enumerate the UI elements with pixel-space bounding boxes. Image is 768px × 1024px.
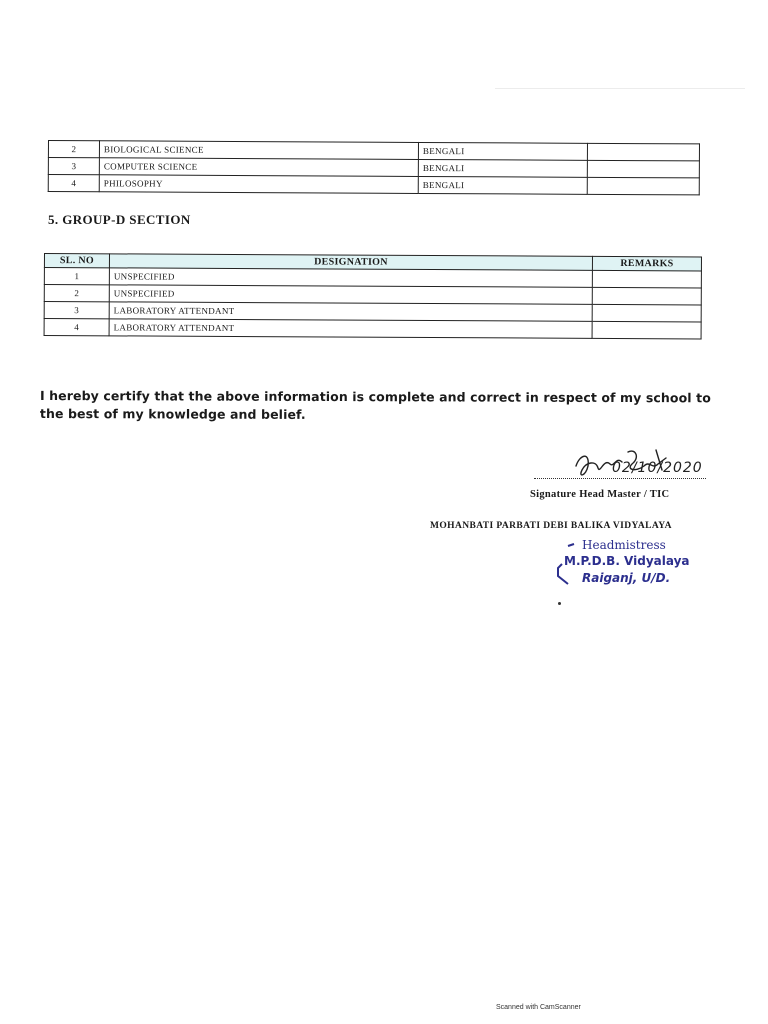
designation-cell: UNSPECIFIED (109, 285, 592, 305)
header-designation: DESIGNATION (109, 254, 592, 271)
group-d-row-number: 4 (44, 319, 109, 336)
signature-caption: Signature Head Master / TIC (530, 489, 670, 500)
subject-remarks-cell (587, 160, 699, 178)
subjects-table (48, 140, 700, 195)
scan-artifact-dot (558, 602, 561, 605)
subject-medium-cell: BENGALI (418, 142, 587, 160)
subject-row-number: 4 (48, 175, 99, 192)
remarks-cell (592, 287, 701, 305)
school-name: MOHANBATI PARBATI DEBI BALIKA VIDYALAYA (430, 521, 672, 531)
remarks-cell (592, 321, 701, 339)
group-d-row-number: 1 (44, 268, 109, 285)
group-d-section-title: 5. GROUP-D SECTION (48, 212, 191, 227)
designation-cell: UNSPECIFIED (109, 268, 592, 288)
group-d-row (44, 319, 701, 339)
designation-cell: LABORATORY ATTENDANT (109, 319, 592, 339)
subject-medium-cell: BENGALI (418, 159, 587, 177)
remarks-cell (592, 304, 701, 322)
scan-artifact-line (495, 88, 745, 89)
signature-dotted-line (534, 478, 706, 479)
subject-name-cell: COMPUTER SCIENCE (99, 158, 418, 177)
subject-row-number: 2 (48, 141, 99, 158)
stamp-line-institution: M.P.D.B. Vidyalaya (564, 554, 690, 568)
signature-date: 02/10/2020 (612, 460, 703, 476)
subject-name-cell: PHILOSOPHY (99, 175, 418, 194)
group-d-table (44, 253, 702, 339)
scanner-watermark: Scanned with CamScanner (496, 1004, 581, 1011)
subject-remarks-cell (587, 177, 699, 195)
subject-medium-cell: BENGALI (418, 176, 587, 194)
certification-statement: I hereby certify that the above information is complete and correct in respect of my school to the best of my knowledge and belief. (39, 388, 711, 422)
stamp-line-location: Raiganj, U/D. (582, 571, 671, 585)
subject-remarks-cell (587, 143, 699, 161)
group-d-row-number: 2 (44, 285, 109, 302)
subject-name-cell: BIOLOGICAL SCIENCE (99, 141, 418, 160)
header-remarks: REMARKS (592, 256, 701, 271)
header-sl-no: SL. NO (44, 254, 109, 268)
remarks-cell (592, 270, 701, 288)
group-d-row-number: 3 (44, 302, 109, 319)
subject-row (48, 175, 699, 195)
subject-row-number: 3 (48, 158, 99, 175)
designation-cell: LABORATORY ATTENDANT (109, 302, 592, 322)
stamp-line-title: Headmistress (582, 538, 666, 552)
